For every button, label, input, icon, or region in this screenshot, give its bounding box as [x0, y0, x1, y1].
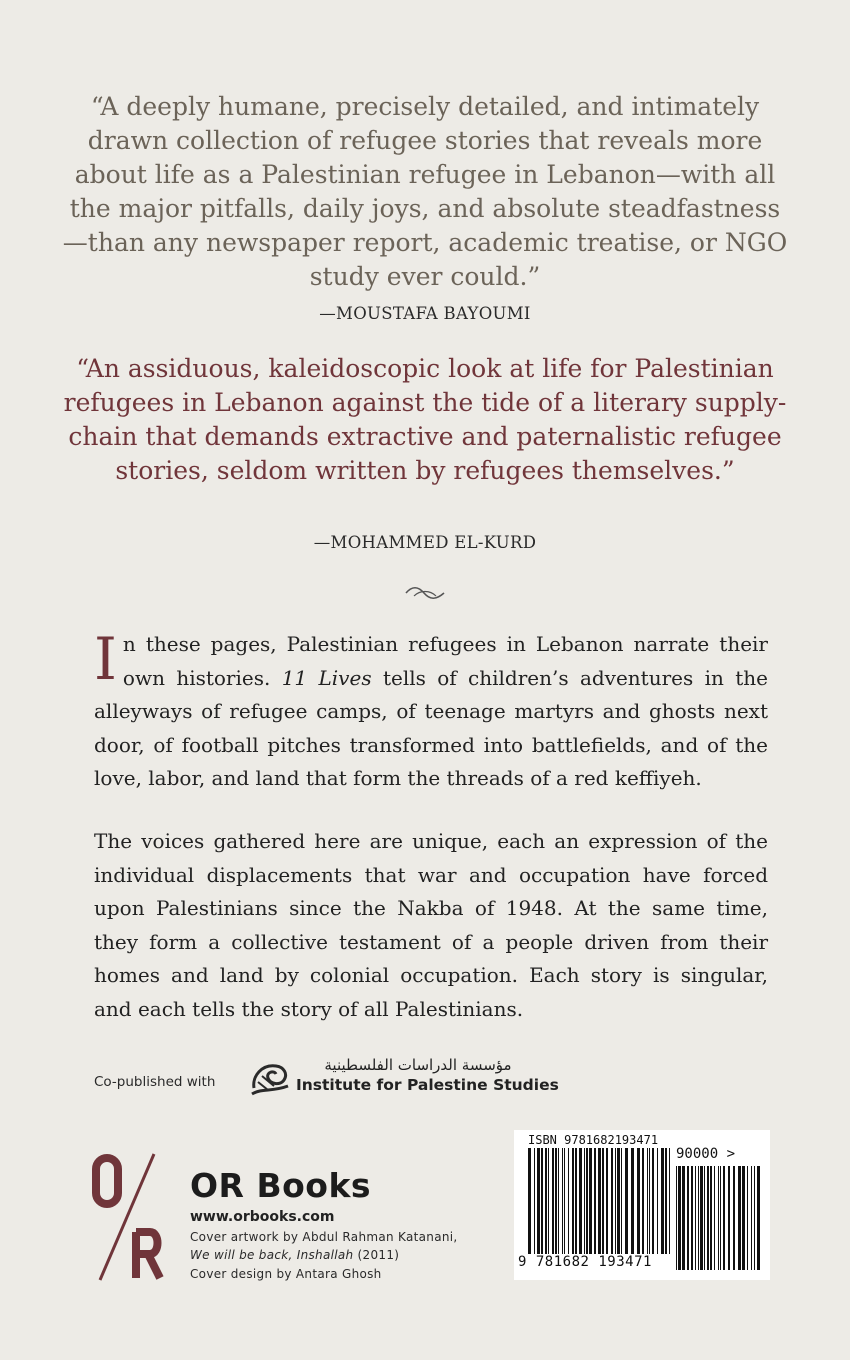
blurb-quote-1: “A deeply humane, precisely detailed, and intimately drawn collection of refugee stories that reveals more about life as a Palestinian refugee in Lebanon—with all the major pitfalls, daily joys, and absolute steadfastness—than any newspaper report, academic treatise, or NGO study ever could.”	[62, 92, 788, 291]
barcode-bar	[589, 1148, 592, 1254]
isbn-digits: 9 781682 193471	[518, 1254, 652, 1270]
barcode-bar	[682, 1166, 685, 1270]
barcode-bar	[742, 1166, 745, 1270]
barcode-bar	[564, 1148, 565, 1254]
barcode-bar	[710, 1166, 712, 1270]
book-title-italic: 11 Lives	[281, 665, 372, 690]
barcode-bar	[548, 1148, 549, 1254]
barcode-bar	[637, 1148, 640, 1254]
artwork-year: (2011)	[353, 1248, 400, 1262]
barcode-bar	[617, 1148, 620, 1254]
blurb-quote-2: “An assiduous, kaleidoscopic look at life for Palestinian refugees in Lebanon against the tide of a literary supply-chain that demands extractive and paternalistic refugee stories, seldom written by refugees themselves.”	[63, 354, 787, 485]
barcode-bar	[747, 1166, 748, 1270]
blurb-attribution-1: —MOUSTAFA BAYOUMI	[319, 304, 531, 323]
barcode-bar	[647, 1148, 648, 1254]
ornament-icon	[404, 584, 446, 602]
barcode-bar	[572, 1148, 574, 1254]
publisher-name: OR Books	[190, 1166, 372, 1205]
credit-artwork: Cover artwork by Abdul Rahman Katanani,	[190, 1230, 458, 1244]
or-books-logo	[92, 1150, 168, 1286]
barcode-bar	[584, 1148, 585, 1254]
barcode-bar	[579, 1148, 582, 1254]
barcode-bar	[537, 1148, 540, 1254]
barcode-bar	[534, 1148, 535, 1254]
barcode-bar	[738, 1166, 741, 1270]
barcode-bar	[700, 1166, 703, 1270]
barcode-bar	[720, 1166, 721, 1270]
barcode-bar	[718, 1166, 719, 1270]
barcode-bar	[733, 1166, 735, 1270]
barcode-bar	[665, 1148, 667, 1254]
ips-logo-icon	[248, 1058, 292, 1100]
barcode-bar	[757, 1166, 760, 1270]
ips-name-arabic: مؤسسة الدراسات الفلسطينية	[324, 1056, 512, 1074]
blurb-attribution-2: —MOHAMMED EL-KURD	[313, 533, 537, 552]
barcode-bar	[728, 1166, 730, 1270]
barcode-bar	[751, 1166, 752, 1270]
barcode-bar	[611, 1148, 613, 1254]
barcode-bar	[568, 1148, 569, 1254]
barcode-bar	[541, 1148, 543, 1254]
price-code: 90000 >	[676, 1146, 736, 1162]
barcode-bar	[676, 1166, 677, 1270]
barcode-bar	[649, 1148, 650, 1254]
publisher-url[interactable]: www.orbooks.com	[190, 1209, 335, 1225]
barcode-bar	[661, 1148, 664, 1254]
barcode-bar	[558, 1148, 559, 1254]
isbn-label: ISBN 9781682193471	[528, 1133, 659, 1147]
barcode-bar	[555, 1148, 557, 1254]
barcode-bar	[598, 1148, 601, 1254]
credit-artwork-title	[190, 1248, 399, 1262]
barcode-bar	[723, 1166, 725, 1270]
description-paragraph-1	[94, 625, 768, 796]
barcode-bar	[691, 1166, 693, 1270]
barcode-bar	[714, 1166, 715, 1270]
description-paragraph-2: The voices gathered here are unique, each an expression of the individual displacements that war and occupation have forced upon Palestinians since the Nakba of 1948. At the same time, they form a collective testament of a people driven from their homes and land by colonial occupation. Each story is singular, and each tells the story of all Palestinians.	[94, 829, 768, 1021]
artwork-title-italic: We will be back, Inshallah	[190, 1248, 354, 1262]
barcode-bar	[528, 1148, 531, 1254]
barcode-bar	[657, 1148, 658, 1254]
credit-design: Cover design by Antara Ghosh	[190, 1267, 382, 1281]
ips-name-english: Institute for Palestine Studies	[296, 1076, 559, 1094]
barcode-bar	[545, 1148, 547, 1254]
barcode-bar	[575, 1148, 577, 1254]
barcode-bar	[621, 1148, 622, 1254]
barcode-bar	[669, 1148, 670, 1254]
barcode-bar	[678, 1166, 681, 1270]
barcode-bar	[602, 1148, 604, 1254]
barcode-bar	[562, 1148, 563, 1254]
barcode-bar	[625, 1148, 628, 1254]
barcode-bar	[707, 1166, 709, 1270]
barcode-bar	[687, 1166, 689, 1270]
description-p1-end: tells of children’s adventures in the alleyways of refugee camps, of teenage martyrs and ghosts next door, of football pitches transformed into battlefields, and of the love, labor, and land that form the threads of a red keffiyeh.	[94, 665, 768, 790]
barcode-bar	[552, 1148, 554, 1254]
barcode-box	[514, 1130, 770, 1280]
barcode-bar	[704, 1166, 705, 1270]
price-barcode-bars	[676, 1166, 760, 1270]
barcode-bar	[594, 1148, 596, 1254]
barcode-bar	[631, 1148, 634, 1254]
barcode-bar	[586, 1148, 588, 1254]
barcode-bar	[615, 1148, 616, 1254]
barcode-bar	[652, 1148, 654, 1254]
barcode-bar	[754, 1166, 755, 1270]
barcode-bar	[642, 1148, 644, 1254]
barcode-bar	[698, 1166, 699, 1270]
drop-cap: I	[94, 625, 117, 693]
barcode-bar	[606, 1148, 608, 1254]
description-p1-start: n these pages, Palestinian refugees in Lebanon narrate their own histories.	[122, 632, 768, 690]
barcode-bars	[528, 1148, 670, 1254]
copublished-label: Co-published with	[94, 1074, 216, 1090]
barcode-bar	[695, 1166, 696, 1270]
